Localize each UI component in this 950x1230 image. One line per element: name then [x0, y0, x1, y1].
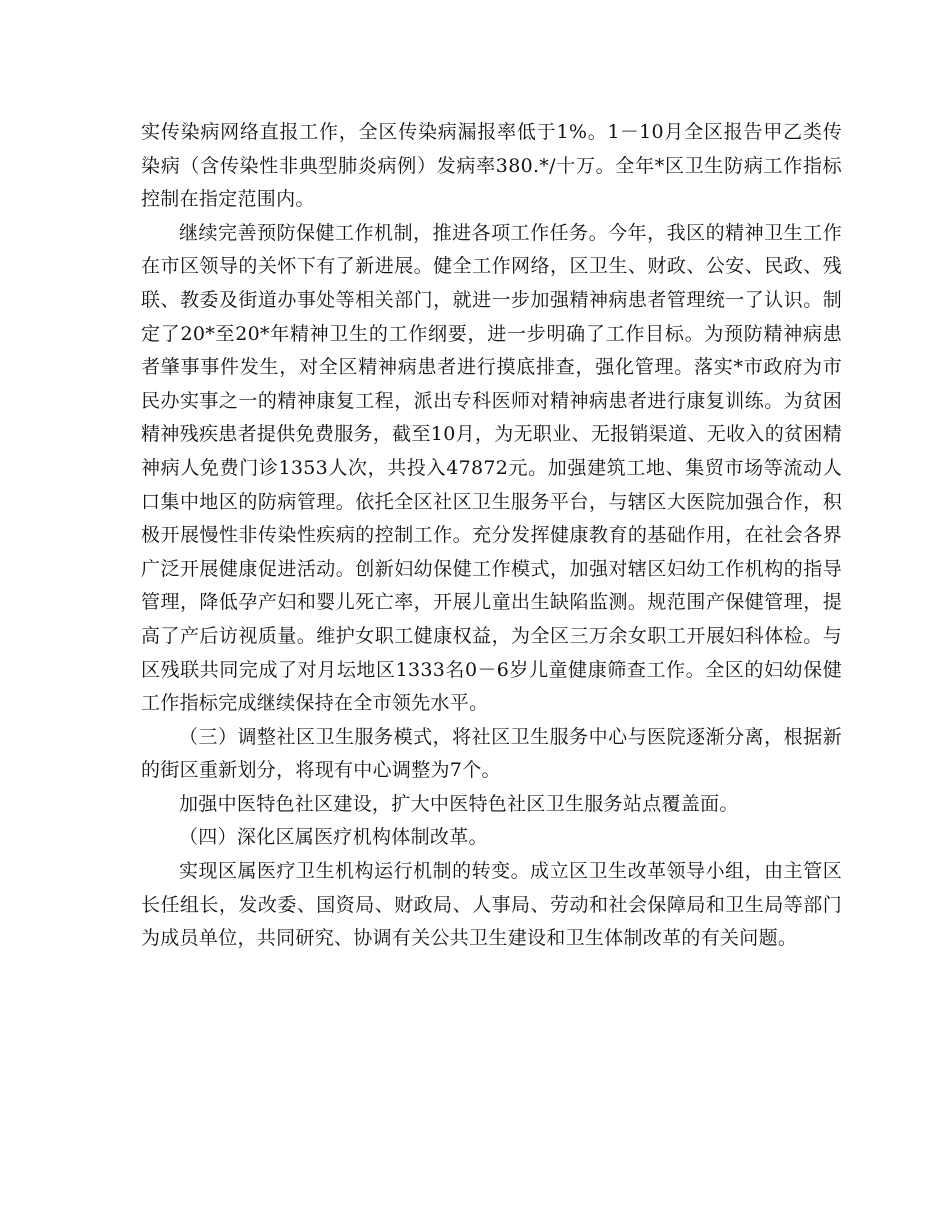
- paragraph-6: 实现区属医疗卫生机构运行机制的转变。成立区卫生改革领导小组，由主管区长任组长，发改委、国资局、财政局、人事局、劳动和社会保障局和卫生局等部门为成员单位，共同研究、协调有关公共卫生建设和卫生体制改革的有关问题。: [141, 860, 842, 950]
- document-body: [141, 116, 842, 956]
- paragraph-3: （三）调整社区卫生服务模式，将社区卫生服务中心与医院逐渐分离，根据新的街区重新划分，将现有中心调整为7个。: [141, 725, 842, 782]
- paragraph-4: 加强中医特色社区建设，扩大中医特色社区卫生服务站点覆盖面。: [179, 792, 739, 815]
- paragraph-1: 实传染病网络直报工作，全区传染病漏报率低于1%。1－10月全区报告甲乙类传染病（含传染性非典型肺炎病例）发病率380.*/十万。全年*区卫生防病工作指标控制在指定范围内。: [141, 121, 842, 211]
- paragraph-5: （四）深化区属医疗机构体制改革。: [179, 826, 488, 849]
- paragraph-2: 继续完善预防保健工作机制，推进各项工作任务。今年，我区的精神卫生工作在市区领导的关怀下有了新进展。健全工作网络，区卫生、财政、公安、民政、残联、教委及街道办事处等相关部门，就进一步加强精神病患者管理统一了认识。制定了20*至20*年精神卫生的工作纲要，进一步明确了工作目标。为预防精神病患者肇事事件发生，对全区精神病患者进行摸底排查，强化管理。落实*市政府为市民办实事之一的精神康复工程，派出专科医师对精神病患者进行康复训练。为贫困精神残疾患者提供免费服务，截至10月，为无职业、无报销渠道、无收入的贫困精神病人免费门诊1353人次，共投入47872元。加强建筑工地、集贸市场等流动人口集中地区的防病管理。依托全区社区卫生服务平台，与辖区大医院加强合作，积极开展慢性非传染性疾病的控制工作。充分发挥健康教育的基础作用，在社会各界广泛开展健康促进活动。创新妇幼保健工作模式，加强对辖区妇幼工作机构的指导管理，降低孕产妇和婴儿死亡率，开展儿童出生缺陷监测。规范围产保健管理，提高了产后访视质量。维护女职工健康权益，为全区三万余女职工开展妇科体检。与区残联共同完成了对月坛地区1333名0－6岁儿童健康筛查工作。全区的妇幼保健工作指标完成继续保持在全市领先水平。: [141, 221, 842, 715]
